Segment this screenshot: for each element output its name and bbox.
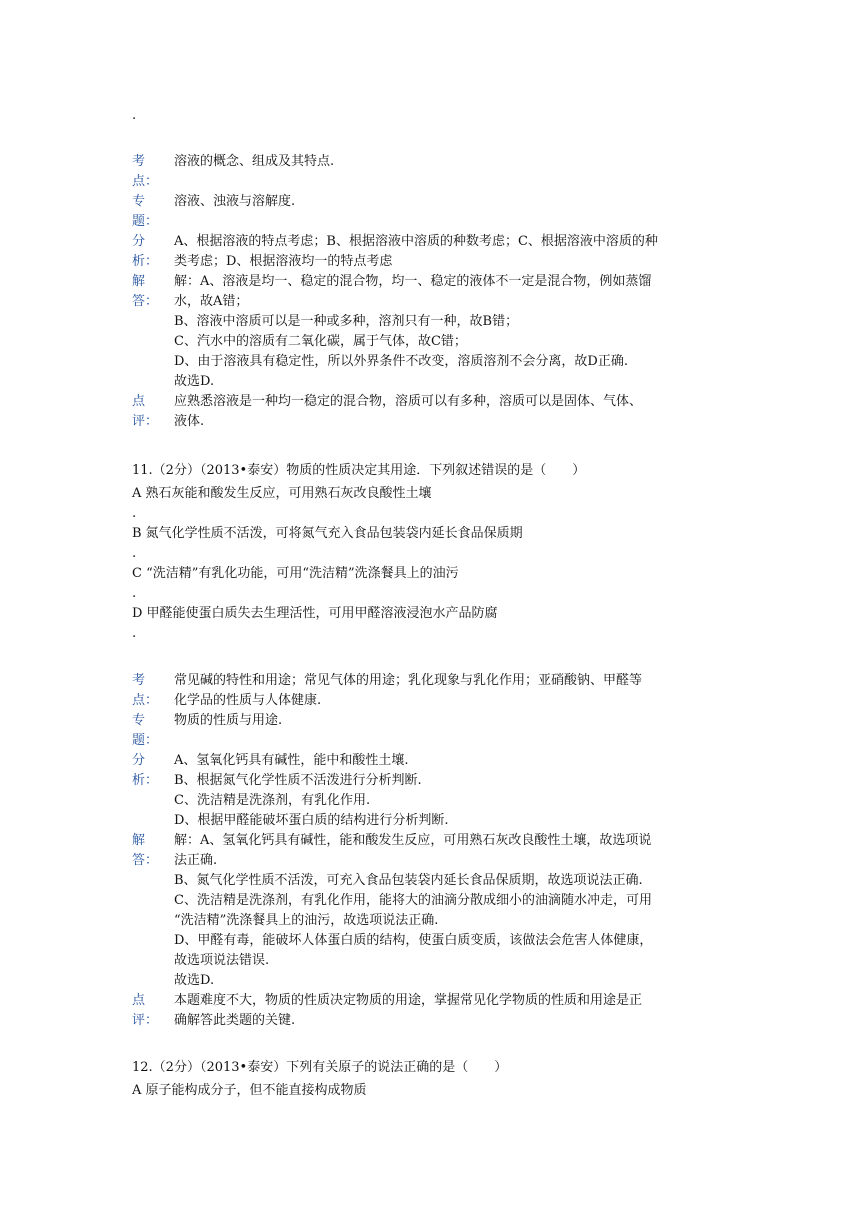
dianping-label: 评： xyxy=(132,1013,159,1028)
zhuanti-label: 题： xyxy=(132,214,159,229)
dianping-text: 应熟悉溶液是一种均一稳定的混合物，溶质可以有多种，溶质可以是固体、气体、 xyxy=(174,394,643,409)
jieda-label: 解 xyxy=(132,833,146,848)
question-stem: 12.（2分）（2013•泰安）下列有关原子的说法正确的是（ ） xyxy=(132,1060,508,1075)
jieda-text: 故选D. xyxy=(174,374,215,389)
fenxi-label: 析： xyxy=(132,254,159,269)
jieda-text: D、甲醛有毒，能破坏人体蛋白质的结构，使蛋白质变质，该做法会危害人体健康， xyxy=(174,933,653,948)
zhuanti-label: 专 xyxy=(132,713,146,728)
jieda-text: “洗洁精”洗涤餐具上的油污，故选项说法正确. xyxy=(174,913,439,928)
option-a: A 原子能构成分子，但不能直接构成物质 xyxy=(132,1083,367,1098)
jieda-text: B、氮气化学性质不活泼，可充入食品包装袋内延长食品保质期，故选项说法正确. xyxy=(174,873,643,888)
fenxi-label: 分 xyxy=(132,753,146,768)
jieda-label: 答： xyxy=(132,294,159,309)
dianping-text: 本题难度不大，物质的性质决定物质的用途，掌握常见化学物质的性质和用途是正 xyxy=(174,993,643,1008)
jieda-text: C、洗洁精是洗涤剂，有乳化作用，能将大的油滴分散成细小的油滴随水冲走，可用 xyxy=(174,893,652,908)
fenxi-text: A、根据溶液的特点考虑；B、根据溶液中溶质的种数考虑；C、根据溶液中溶质的种 xyxy=(174,234,658,249)
jieda-text: 故选项说法错误. xyxy=(174,953,270,968)
kaodian-label: 点： xyxy=(132,693,159,708)
fenxi-text: 类考虑；D、根据溶液均一的特点考虑 xyxy=(174,254,393,269)
question-stem: 11.（2分）（2013•泰安）物质的性质决定其用途．下列叙述错误的是（ ） xyxy=(132,463,586,478)
fenxi-text: B、根据氮气化学性质不活泼进行分析判断. xyxy=(174,773,422,788)
jieda-text: B、溶液中溶质可以是一种或多种，溶剂只有一种，故B错； xyxy=(174,314,519,329)
kaodian-text: 溶液的概念、组成及其特点. xyxy=(174,154,335,169)
dianping-text: 确解答此类题的关键. xyxy=(174,1013,296,1028)
dianping-label: 点 xyxy=(132,993,146,1008)
jieda-label: 答： xyxy=(132,853,159,868)
fenxi-text: D、根据甲醛能破坏蛋白质的结构进行分析判断. xyxy=(174,813,449,828)
dianping-text: 液体. xyxy=(174,414,205,429)
fenxi-text: C、洗洁精是洗涤剂，有乳化作用. xyxy=(174,793,371,808)
kaodian-text: 化学品的性质与人体健康. xyxy=(174,693,322,708)
jieda-text: 水，故A错； xyxy=(174,294,249,309)
jieda-text: 法正确. xyxy=(174,853,218,868)
kaodian-text: 常见碱的特性和用途；常见气体的用途；乳化现象与乳化作用；亚硝酸钠、甲醛等 xyxy=(174,673,643,688)
kaodian-label: 点： xyxy=(132,174,159,189)
zhuanti-text: 物质的性质与用途. xyxy=(174,713,283,728)
dianping-label: 评： xyxy=(132,414,159,429)
jieda-label: 解 xyxy=(132,274,146,289)
option-dot: . xyxy=(132,586,137,601)
fenxi-label: 析： xyxy=(132,773,159,788)
option-c: C “洗洁精”有乳化功能，可用“洗洁精”洗涤餐具上的油污 xyxy=(132,566,459,581)
fenxi-label: 分 xyxy=(132,234,146,249)
fenxi-text: A、氢氧化钙具有碱性，能中和酸性土壤. xyxy=(174,753,409,768)
zhuanti-label: 题： xyxy=(132,733,159,748)
option-dot: . xyxy=(132,626,137,641)
jieda-text: 解：A、溶液是均一、稳定的混合物，均一、稳定的液体不一定是混合物，例如蒸馏 xyxy=(174,274,652,289)
jieda-text: 故选D. xyxy=(174,973,215,988)
zhuanti-text: 溶液、浊液与溶解度. xyxy=(174,194,296,209)
jieda-text: D、由于溶液具有稳定性，所以外界条件不改变，溶质溶剂不会分离，故D正确. xyxy=(174,354,628,369)
option-a: A 熟石灰能和酸发生反应，可用熟石灰改良酸性土壤 xyxy=(132,486,432,501)
jieda-text: 解：A、氢氧化钙具有碱性，能和酸发生反应，可用熟石灰改良酸性土壤，故选项说 xyxy=(174,833,652,848)
zhuanti-label: 专 xyxy=(132,194,146,209)
option-dot: . xyxy=(132,546,137,561)
option-dot: . xyxy=(132,108,137,123)
option-dot: . xyxy=(132,506,137,521)
option-b: B 氮气化学性质不活泼，可将氮气充入食品包装袋内延长食品保质期 xyxy=(132,526,523,541)
kaodian-label: 考 xyxy=(132,673,146,688)
option-d: D 甲醛能使蛋白质失去生理活性，可用甲醛溶液浸泡水产品防腐 xyxy=(132,606,498,621)
dianping-label: 点 xyxy=(132,394,146,409)
kaodian-label: 考 xyxy=(132,154,146,169)
jieda-text: C、汽水中的溶质有二氧化碳，属于气体，故C错； xyxy=(174,334,467,349)
